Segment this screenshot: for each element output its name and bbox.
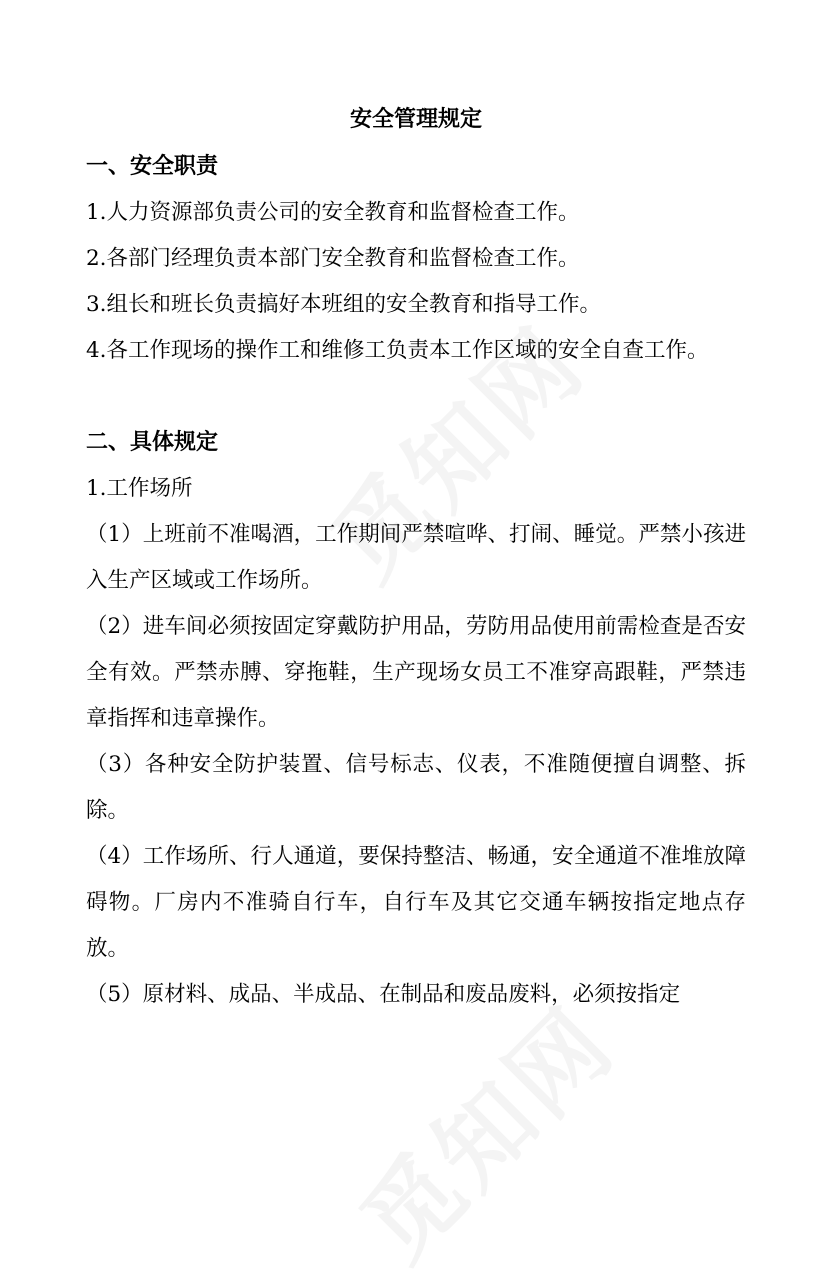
responsibility-item: 4.各工作现场的操作工和维修工负责本工作区域的安全自查工作。 bbox=[86, 338, 709, 363]
section-heading-regulations: 二、具体规定 bbox=[86, 430, 219, 455]
responsibility-item: 1.人力资源部负责公司的安全教育和监督检查工作。 bbox=[86, 200, 580, 225]
regulation-item: （4）工作场所、行人通道，要保持整洁、畅通，安全通道不准堆放障碍物。厂房内不准骑自行车，自行车及其它交通车辆按指定地点存放。 bbox=[86, 844, 746, 961]
section-spacer bbox=[86, 374, 746, 420]
regulation-item: （1）上班前不准喝酒，工作期间严禁喧哗、打闹、睡觉。严禁小孩进入生产区域或工作场所。 bbox=[86, 522, 746, 593]
document-title: 安全管理规定 bbox=[349, 107, 482, 132]
watermark bbox=[326, 972, 639, 1285]
section-heading-responsibilities: 一、安全职责 bbox=[86, 154, 219, 179]
regulation-item: （5）原材料、成品、半成品、在制品和废品废料，必须按指定 bbox=[86, 982, 681, 1007]
subsection-heading-workplace: 1.工作场所 bbox=[86, 476, 193, 501]
document-body bbox=[86, 96, 746, 1018]
responsibility-item: 2.各部门经理负责本部门安全教育和监督检查工作。 bbox=[86, 246, 580, 271]
responsibility-item: 3.组长和班长负责搞好本班组的安全教育和指导工作。 bbox=[86, 292, 602, 317]
regulation-item: （2）进车间必须按固定穿戴防护用品，劳防用品使用前需检查是否安全有效。严禁赤膊、穿拖鞋，生产现场女员工不准穿高跟鞋，严禁违章指挥和违章操作。 bbox=[86, 614, 746, 731]
regulation-item: （3）各种安全防护装置、信号标志、仪表，不准随便擅自调整、拆除。 bbox=[86, 752, 746, 823]
